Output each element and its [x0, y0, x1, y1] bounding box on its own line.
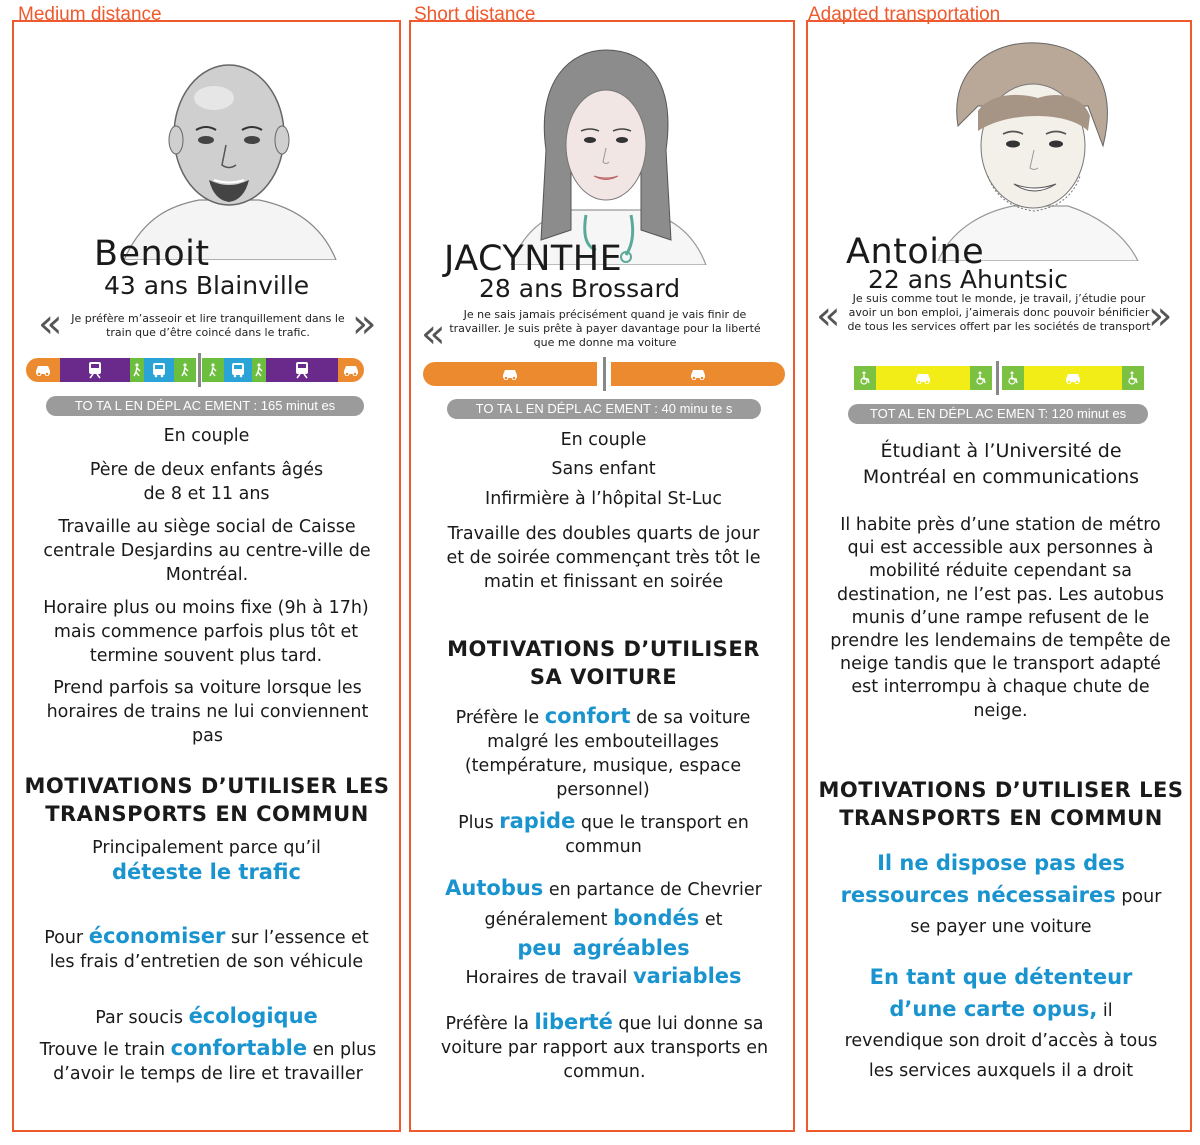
- motivation-item: Plus rapide que le transport en commun: [458, 809, 749, 857]
- bus-icon: [224, 358, 252, 382]
- portrait-jacynthe: [491, 40, 721, 265]
- wheelchair-icon: [854, 366, 876, 390]
- walk-icon: [252, 358, 266, 382]
- bus-icon: [144, 358, 174, 382]
- car-icon: [26, 358, 60, 382]
- motivation-item: Principalement parce qu’il déteste le trafic: [92, 838, 321, 884]
- fact-item: Sans enfant: [551, 459, 656, 479]
- motivation-highlight: agréables: [572, 936, 690, 960]
- motivations-heading: MOTIVATIONS D’UTILISER SA VOITURE: [447, 637, 760, 689]
- persona-card-benoit: [12, 20, 401, 1132]
- category-label-adapted: Adapted transportation: [808, 4, 1001, 25]
- trip-bar: [854, 366, 1144, 390]
- persona-card-antoine: [806, 20, 1192, 1132]
- motivation-item: Pour économiser sur l’essence et les frais d’entretien de son véhicule: [44, 924, 369, 972]
- category-label-medium: Medium distance: [18, 4, 162, 25]
- total-travel-time: TO TA L EN DÉPL AC EMENT : 40 minu te s: [447, 399, 761, 419]
- motivation-item: Par soucis écologique: [95, 1004, 318, 1028]
- persona-quote: Je ne sais jamais précisément quand je vais finir de travailler. Je suis prête à payer davantage pour la liberté que me donne ma voiture: [449, 308, 761, 349]
- transfer-divider: [597, 362, 611, 386]
- motivation-highlight: Il ne dispose pas des ressources nécessaires: [840, 851, 1125, 907]
- persona-card-jacynthe: [409, 20, 795, 1132]
- motivation-highlight: bondés: [613, 906, 700, 930]
- motivation-highlight: confortable: [170, 1036, 308, 1060]
- car-icon: [611, 362, 785, 386]
- motivations-heading: MOTIVATIONS D’UTILISER LES TRANSPORTS EN COMMUN: [24, 774, 390, 826]
- walk-icon: [130, 358, 144, 382]
- car-icon: [1024, 366, 1122, 390]
- car-icon: [876, 366, 970, 390]
- fact-item: Travaille au siège social de Caisse centrale Desjardins au centre-ville de Montréal.: [43, 517, 371, 585]
- trip-bar: [26, 358, 384, 382]
- motivations-heading: MOTIVATIONS D’UTILISER LES TRANSPORTS EN COMMUN: [818, 778, 1184, 830]
- persona-name: JACYNTHE: [444, 239, 623, 279]
- motivation-highlight: liberté: [534, 1010, 613, 1034]
- persona-quote: Je suis comme tout le monde, je travail, j’étudie pour avoir un bon emploi, j’aimerais donc pouvoir bénificier de tous les services offert par les sociétés de transport: [847, 292, 1151, 333]
- transfer-divider: [992, 366, 1002, 390]
- total-travel-time: TOT AL EN DÉPL AC EMEN T: 120 minut es: [848, 404, 1148, 424]
- motivation-item: Horaires de travail variables: [465, 964, 742, 988]
- persona-name: Benoit: [94, 234, 210, 274]
- fact-item: Travaille des doubles quarts de jour et de soirée commençant très tôt le matin et finissant en soirée: [446, 524, 761, 592]
- walk-icon: [174, 358, 196, 382]
- motivation-highlight: rapide: [499, 809, 576, 833]
- fact-item: Prend parfois sa voiture lorsque les horaires de trains ne lui conviennent pas: [46, 678, 369, 746]
- quote-open-icon: «: [816, 293, 841, 339]
- persona-age-city: 28 ans Brossard: [479, 274, 681, 303]
- category-label-short: Short distance: [414, 4, 536, 25]
- quote-close-icon: »: [1148, 293, 1173, 339]
- motivation-item: Préfère le confort de sa voiture malgré les embouteillages (température, musique, espace personnel): [455, 704, 751, 800]
- wheelchair-icon: [970, 366, 992, 390]
- motivation-item: En tant que détenteur d’une carte opus, il revendique son droit d’accès à tous les services auxquels il a droit: [844, 965, 1158, 1081]
- fact-item: Père de deux enfants âgés de 8 et 11 ans: [89, 460, 324, 504]
- fact-item: En couple: [560, 430, 647, 450]
- motivation-highlight: déteste le trafic: [112, 860, 301, 884]
- wheelchair-icon: [1122, 366, 1144, 390]
- persona-name: Antoine: [846, 232, 985, 272]
- fact-item: Infirmière à l’hôpital St-Luc: [485, 489, 722, 509]
- portrait-antoine: [918, 36, 1148, 261]
- motivation-highlight: confort: [544, 704, 631, 728]
- train-icon: [60, 358, 130, 382]
- walk-icon: [202, 358, 224, 382]
- fact-item: Étudiant à l’Université de Montréal en communications: [862, 440, 1140, 488]
- car-icon: [338, 358, 364, 382]
- fact-item: Il habite près d’une station de métro qui est accessible aux personnes à mobilité réduite cependant sa destination, ne l’est pas. Les autobus munis d’une rampe refusent de le prendre les lendemains de tempête de neige tandis que le transport adapté est interrompu à chaque chute de neige.: [830, 515, 1171, 721]
- train-icon: [266, 358, 338, 382]
- motivation-highlight: Autobus: [445, 876, 544, 900]
- motivation-highlight: économiser: [88, 924, 226, 948]
- quote-close-icon: »: [352, 301, 377, 347]
- persona-age-city: 22 ans Ahuntsic: [868, 265, 1069, 294]
- motivation-highlight: En tant que détenteur d’une carte opus,: [869, 965, 1133, 1021]
- motivation-highlight: variables: [632, 964, 742, 988]
- wheelchair-icon: [1002, 366, 1024, 390]
- motivation-item: Trouve le train confortable en plus d’avoir le temps de lire et travailler: [39, 1036, 377, 1084]
- quote-open-icon: «: [421, 311, 446, 357]
- persona-age-city: 43 ans Blainville: [104, 271, 310, 300]
- quote-open-icon: «: [38, 301, 63, 347]
- trip-bar: [423, 362, 785, 386]
- fact-item: En couple: [163, 426, 250, 446]
- portrait-benoit: [114, 40, 344, 260]
- motivation-item: Il ne dispose pas des ressources nécessaires pour se payer une voiture: [840, 851, 1162, 937]
- car-icon: [423, 362, 597, 386]
- motivation-item: Préfère la liberté que lui donne sa voiture par rapport aux transports en commun.: [440, 1010, 769, 1082]
- fact-item: Horaire plus ou moins fixe (9h à 17h) mais commence parfois plus tôt et termine souvent plus tard.: [43, 598, 369, 666]
- motivation-highlight: peu: [517, 936, 562, 960]
- motivation-item: Autobus en partance de Chevrier généralement bondés et peu agréables: [445, 876, 762, 960]
- persona-quote: Je préfère m’asseoir et lire tranquillement dans le train que d’être coincé dans le trafic.: [71, 312, 345, 339]
- motivation-highlight: écologique: [188, 1004, 318, 1028]
- total-travel-time: TO TA L EN DÉPL AC EMENT : 165 minut es: [46, 396, 364, 416]
